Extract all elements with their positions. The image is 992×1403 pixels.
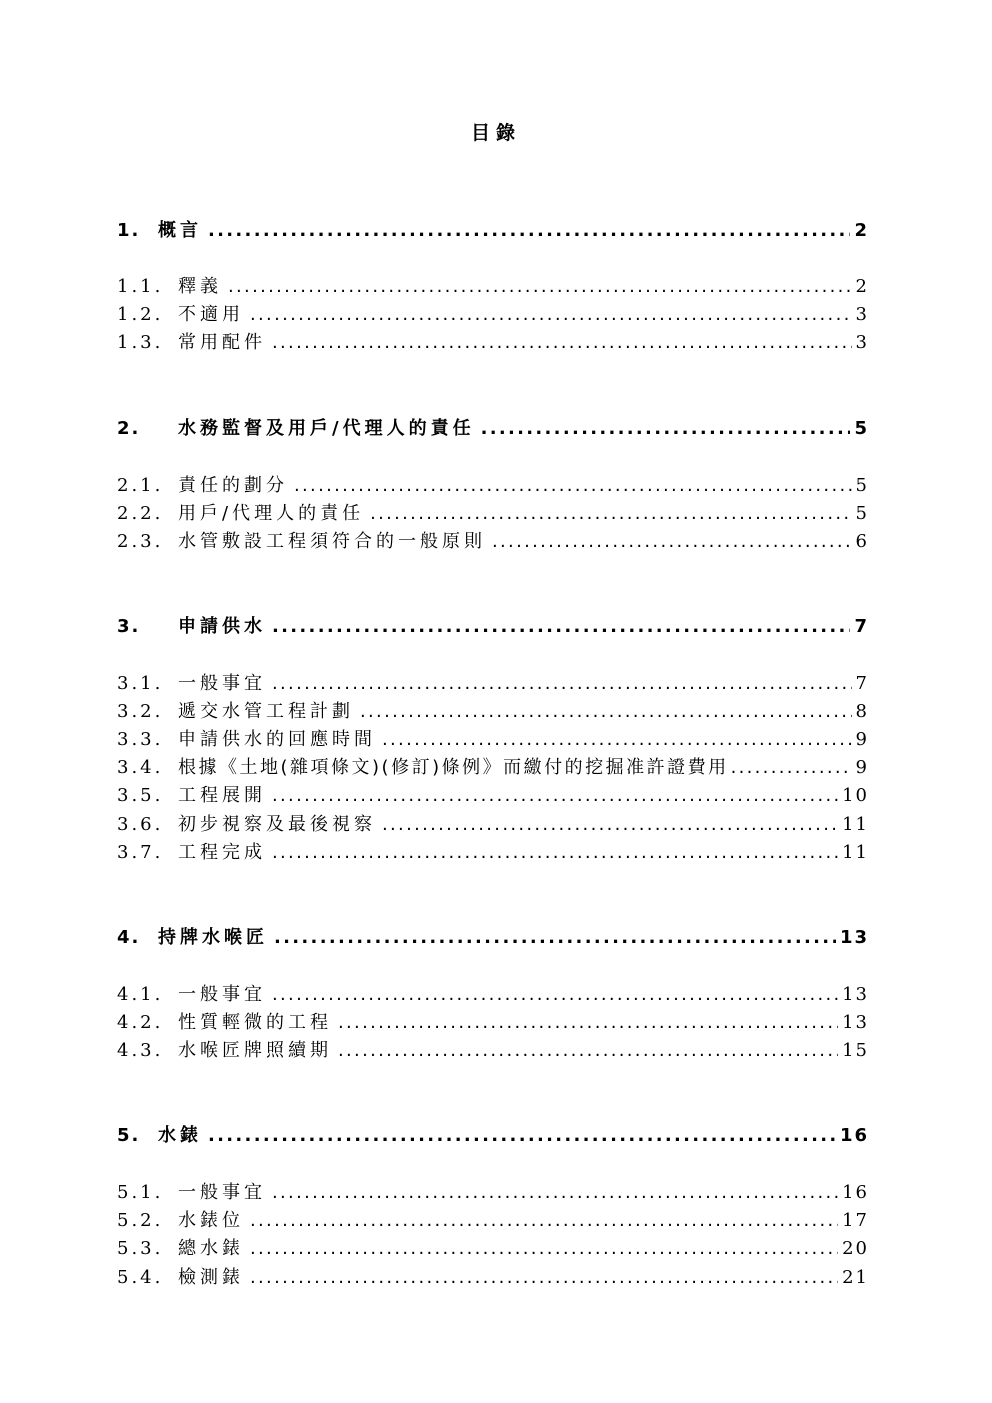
toc-section-3-1[interactable] — [117, 672, 869, 696]
toc-leader-dots — [272, 331, 852, 355]
toc-leader-dots — [250, 1237, 838, 1261]
toc-number: 3. — [117, 616, 141, 637]
toc-leader-dots — [208, 219, 850, 243]
toc-number: 5.3. — [117, 1238, 164, 1259]
toc-section-2-3[interactable] — [117, 530, 869, 554]
toc-leader-dots — [382, 813, 838, 837]
toc-label: 概言 — [158, 220, 202, 241]
toc-chapter-5[interactable] — [117, 1124, 869, 1148]
toc-number: 1.2. — [117, 304, 164, 325]
toc-label: 根據《土地(雜項條文)(修訂)條例》而繳付的挖掘准許證費用 — [178, 757, 729, 778]
toc-label: 水錶 — [158, 1125, 202, 1146]
toc-section-3-7[interactable] — [117, 841, 869, 865]
toc-section-2-1[interactable] — [117, 474, 869, 498]
toc-number: 1. — [117, 220, 141, 241]
toc-page-number: 16 — [839, 1125, 869, 1146]
toc-leader-dots — [250, 303, 852, 327]
toc-page-number: 16 — [842, 1182, 869, 1203]
toc-label: 工程展開 — [178, 785, 266, 806]
toc-leader-dots — [272, 615, 850, 639]
toc-label: 初步視察及最後視察 — [178, 814, 376, 835]
toc-label: 一般事宜 — [178, 1182, 266, 1203]
toc-page-number: 2 — [854, 220, 869, 241]
toc-section-1-3[interactable] — [117, 331, 869, 355]
toc-page-number: 11 — [842, 814, 869, 835]
toc-label: 一般事宜 — [178, 673, 266, 694]
toc-label: 一般事宜 — [178, 984, 266, 1005]
toc-number: 4.3. — [117, 1040, 164, 1061]
toc-section-4-1[interactable] — [117, 983, 869, 1007]
toc-leader-dots — [481, 417, 851, 441]
toc-page-number: 15 — [842, 1040, 869, 1061]
toc-number: 2.3. — [117, 531, 164, 552]
toc-label: 責任的劃分 — [178, 475, 288, 496]
toc-section-5-3[interactable] — [117, 1237, 869, 1261]
toc-label: 用戶/代理人的責任 — [178, 503, 365, 524]
toc-page-number: 13 — [842, 1012, 869, 1033]
toc-number: 4.2. — [117, 1012, 164, 1033]
toc-leader-dots — [731, 756, 852, 780]
toc-section-3-4[interactable] — [117, 756, 869, 780]
toc-label: 檢測錶 — [178, 1267, 244, 1288]
toc-leader-dots — [294, 474, 852, 498]
toc-label: 遞交水管工程計劃 — [178, 701, 354, 722]
toc-page-number: 17 — [842, 1210, 869, 1231]
toc-page-number: 7 — [854, 616, 869, 637]
toc-page-number: 5 — [855, 475, 869, 496]
toc-page-number: 9 — [855, 729, 869, 750]
toc-number: 3.2. — [117, 701, 164, 722]
toc-page-number: 10 — [842, 785, 869, 806]
toc-section-1-2[interactable] — [117, 303, 869, 327]
toc-section-3-2[interactable] — [117, 700, 869, 724]
toc-number: 1.3. — [117, 332, 164, 353]
toc-number: 3.7. — [117, 842, 164, 863]
toc-page-number: 2 — [855, 276, 869, 297]
toc-section-2-2[interactable] — [117, 502, 869, 526]
toc-number: 4.1. — [117, 984, 164, 1005]
toc-leader-dots — [272, 784, 838, 808]
toc-label: 申請供水的回應時間 — [178, 729, 376, 750]
toc-number: 3.4. — [117, 757, 164, 778]
toc-number: 2.2. — [117, 503, 164, 524]
toc-section-3-6[interactable] — [117, 813, 869, 837]
toc-number: 2. — [117, 418, 141, 439]
toc-chapter-4[interactable] — [117, 926, 869, 950]
toc-leader-dots — [338, 1039, 838, 1063]
toc-leader-dots — [338, 1011, 838, 1035]
toc-label: 申請供水 — [178, 616, 266, 637]
toc-number: 1.1. — [117, 276, 164, 297]
toc-label: 水管敷設工程須符合的一般原則 — [178, 531, 486, 552]
toc-leader-dots — [274, 926, 836, 950]
toc-leader-dots — [382, 728, 852, 752]
toc-section-3-5[interactable] — [117, 784, 869, 808]
toc-leader-dots — [250, 1209, 838, 1233]
toc-label: 持牌水喉匠 — [158, 927, 268, 948]
toc-leader-dots — [272, 672, 852, 696]
toc-label: 水錶位 — [178, 1210, 244, 1231]
toc-section-4-3[interactable] — [117, 1039, 869, 1063]
toc-number: 4. — [117, 927, 141, 948]
toc-page-number: 3 — [855, 332, 869, 353]
toc-number: 5.1. — [117, 1182, 164, 1203]
toc-number: 5.4. — [117, 1267, 164, 1288]
toc-page-number: 13 — [839, 927, 869, 948]
toc-label: 水務監督及用戶/代理人的責任 — [178, 418, 475, 439]
toc-page-number: 6 — [855, 531, 869, 552]
toc-page-number: 21 — [842, 1267, 869, 1288]
toc-section-1-1[interactable] — [117, 275, 869, 299]
toc-number: 3.5. — [117, 785, 164, 806]
toc-section-4-2[interactable] — [117, 1011, 869, 1035]
toc-page-number: 11 — [842, 842, 869, 863]
toc-leader-dots — [272, 983, 838, 1007]
toc-label: 水喉匠牌照續期 — [178, 1040, 332, 1061]
toc-page-number: 8 — [855, 701, 869, 722]
toc-number: 5. — [117, 1125, 141, 1146]
toc-leader-dots — [360, 700, 852, 724]
toc-number: 3.1. — [117, 673, 164, 694]
toc-number: 3.3. — [117, 729, 164, 750]
toc-leader-dots — [272, 1181, 838, 1205]
toc-section-5-2[interactable] — [117, 1209, 869, 1233]
toc-section-5-1[interactable] — [117, 1181, 869, 1205]
toc-number: 5.2. — [117, 1210, 164, 1231]
toc-leader-dots — [370, 502, 851, 526]
toc-label: 總水錶 — [178, 1238, 244, 1259]
toc-page-number: 5 — [854, 418, 869, 439]
toc-page-number: 3 — [855, 304, 869, 325]
toc-page-number: 5 — [855, 503, 869, 524]
toc-section-5-4[interactable] — [117, 1266, 869, 1290]
toc-leader-dots — [250, 1266, 838, 1290]
toc-label: 性質輕微的工程 — [178, 1012, 332, 1033]
toc-number: 2.1. — [117, 475, 164, 496]
toc-label: 不適用 — [178, 304, 244, 325]
toc-page-number: 20 — [842, 1238, 869, 1259]
toc-label: 工程完成 — [178, 842, 266, 863]
toc-page-number: 7 — [855, 673, 869, 694]
toc-leader-dots — [208, 1124, 836, 1148]
page-title: 目錄 — [470, 122, 521, 144]
toc-leader-dots — [492, 530, 852, 554]
toc-section-3-3[interactable] — [117, 728, 869, 752]
toc-chapter-2[interactable] — [117, 417, 869, 441]
toc-chapter-3[interactable] — [117, 615, 869, 639]
toc-chapter-1[interactable] — [117, 219, 869, 243]
toc-label: 釋義 — [178, 276, 222, 297]
toc-leader-dots — [228, 275, 852, 299]
toc-label: 常用配件 — [178, 332, 266, 353]
toc-leader-dots — [272, 841, 838, 865]
toc-page-number: 9 — [855, 757, 869, 778]
toc-page-number: 13 — [842, 984, 869, 1005]
toc-number: 3.6. — [117, 814, 164, 835]
